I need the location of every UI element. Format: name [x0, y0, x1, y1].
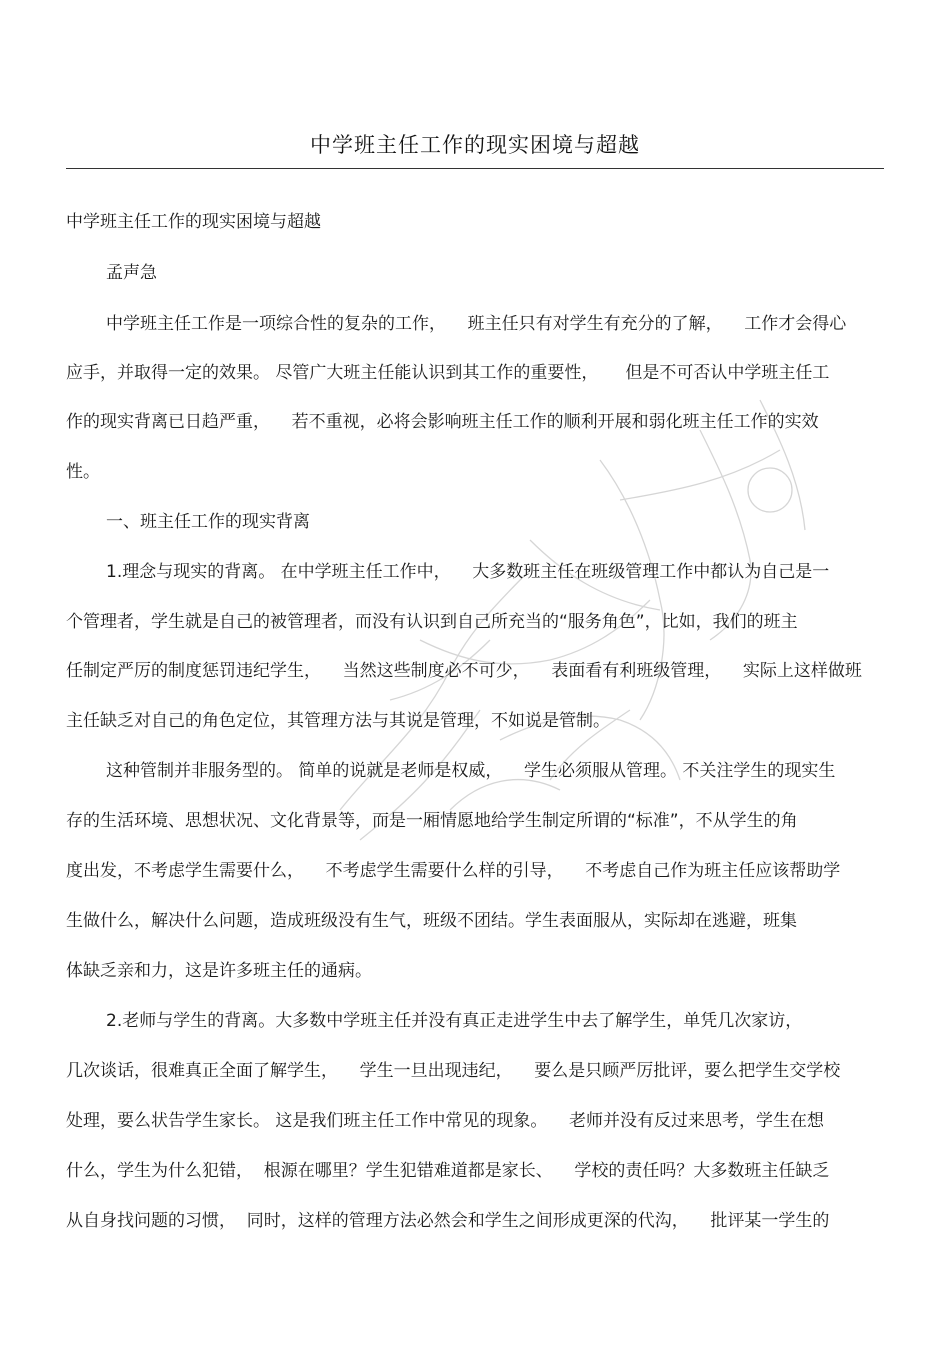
paragraph-line: 主任缺乏对自己的角色定位，其管理方法与其说是管理，不如说是管制。 — [66, 711, 610, 731]
subtitle: 中学班主任工作的现实困境与超越 — [66, 212, 321, 232]
paragraph-line: 存的生活环境、思想状况、文化背景等，而是一厢情愿地给学生制定所谓的“标准”，不从学生的角 — [66, 811, 798, 831]
paragraph-line: 作的现实背离已日趋严重， 若不重视，必将会影响班主任工作的顺利开展和弱化班主任工作的实效 — [66, 412, 819, 432]
paragraph-line: 性。 — [66, 462, 100, 482]
paragraph-line: 生做什么，解决什么问题，造成班级没有生气，班级不团结。学生表面服从，实际却在逃避，班集 — [66, 911, 797, 931]
paragraph-line: 2.老师与学生的背离。大多数中学班主任并没有真正走进学生中去了解学生，单凭几次家访， — [106, 1011, 803, 1031]
paragraph-line: 什么，学生为什么犯错， 根源在哪里？学生犯错难道都是家长、 学校的责任吗？大多数班主任缺乏 — [66, 1161, 830, 1181]
author: 孟声急 — [106, 263, 157, 283]
paragraph-line: 几次谈话，很难真正全面了解学生， 学生一旦出现违纪， 要么是只顾严厉批评，要么把学生交学校 — [66, 1061, 841, 1081]
page-title: 中学班主任工作的现实困境与超越 — [310, 133, 640, 157]
paragraph-line: 从自身找问题的习惯， 同时，这样的管理方法必然会和学生之间形成更深的代沟， 批评某一学生的 — [66, 1211, 830, 1231]
paragraph-line: 处理，要么状告学生家长。 这是我们班主任工作中常见的现象。 老师并没有反过来思考，学生在想 — [66, 1111, 825, 1131]
paragraph-line: 个管理者，学生就是自己的被管理者，而没有认识到自己所充当的“服务角色”，比如，我们的班主 — [66, 612, 798, 632]
paragraph-line: 体缺乏亲和力，这是许多班主任的通病。 — [66, 961, 372, 981]
paragraph-line: 中学班主任工作是一项综合性的复杂的工作， 班主任只有对学生有充分的了解， 工作才会得心 — [106, 314, 847, 334]
paragraph-line: 度出发，不考虑学生需要什么， 不考虑学生需要什么样的引导， 不考虑自己作为班主任应该帮助学 — [66, 861, 841, 881]
paragraph-line: 1.理念与现实的背离。 在中学班主任工作中， 大多数班主任在班级管理工作中都认为自己是一 — [106, 562, 830, 582]
section-heading: 一、班主任工作的现实背离 — [106, 512, 310, 532]
paragraph-line: 这种管制并非服务型的。 简单的说就是老师是权威， 学生必须服从管理。 不关注学生的现实生 — [106, 761, 836, 781]
paragraph-line: 应手，并取得一定的效果。 尽管广大班主任能认识到其工作的重要性， 但是不可否认中学班主任工 — [66, 363, 830, 383]
title-divider — [66, 168, 884, 169]
paragraph-line: 任制定严厉的制度惩罚违纪学生， 当然这些制度必不可少， 表面看有利班级管理， 实际上这样做班 — [66, 661, 862, 681]
